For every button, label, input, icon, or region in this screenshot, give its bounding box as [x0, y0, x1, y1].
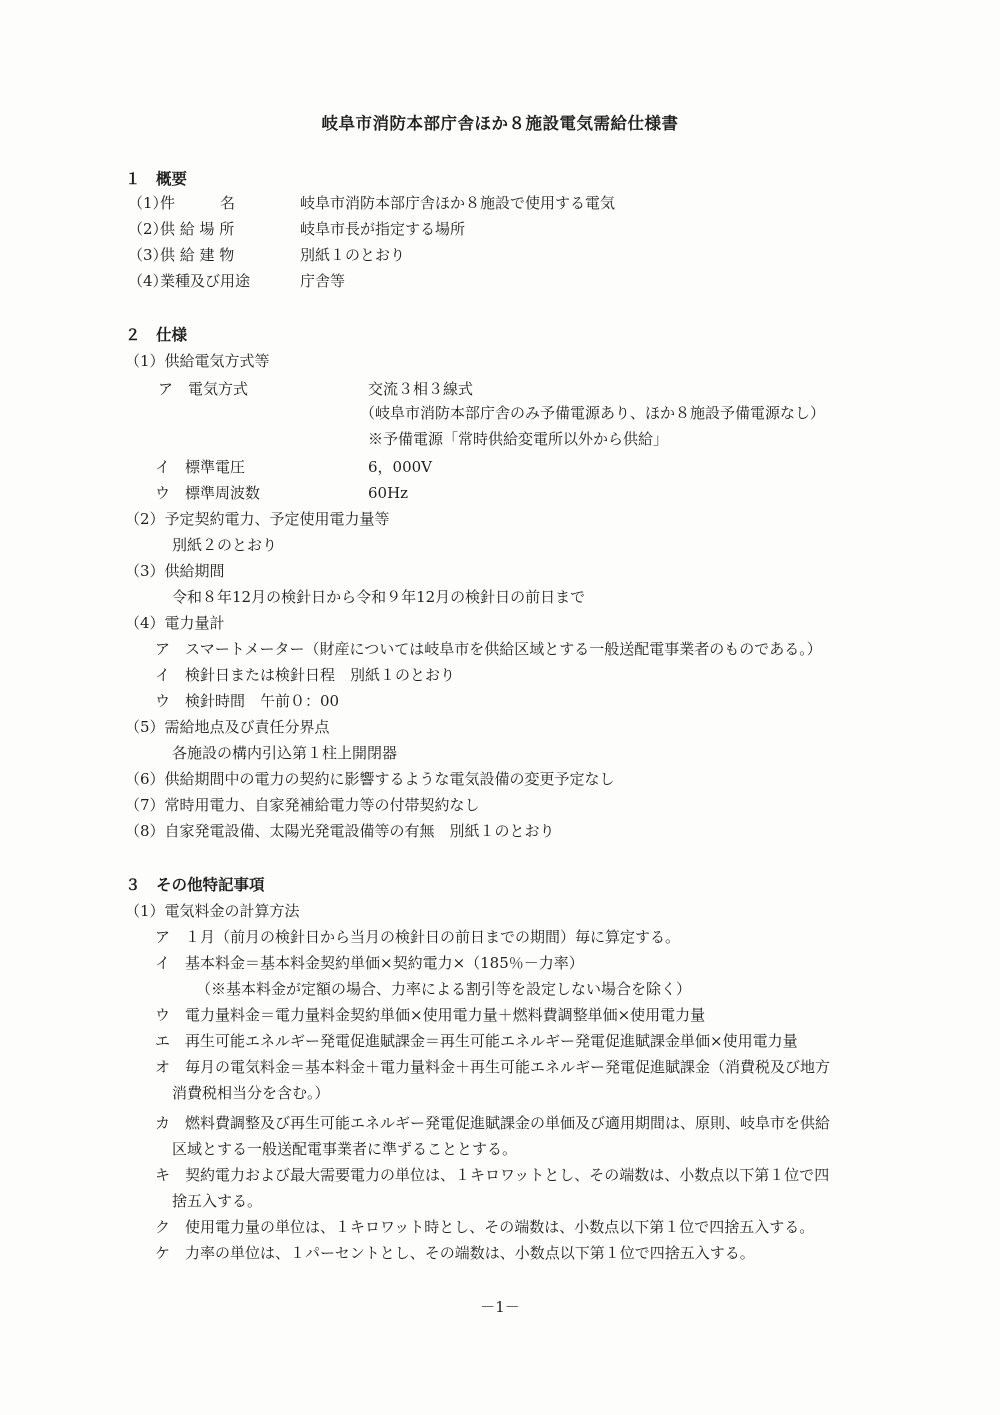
notes-sub-item-cont: 捨五入する。	[172, 1192, 263, 1210]
overview-item-label: 件 名	[160, 194, 236, 212]
spec-item-title: （5）需給地点及び責任分界点	[125, 718, 330, 736]
spec-item-body: 各施設の構内引込第１柱上開閉器	[172, 744, 398, 762]
notes-sub-item: エ 再生可能エネルギー発電促進賦課金＝再生可能エネルギー発電促進賦課金単価×使用電力量	[155, 1032, 798, 1050]
notes-sub-item-cont: 消費税相当分を含む。）	[172, 1084, 330, 1102]
notes-sub-item: キ 契約電力および最大需要電力の単位は、１キロワットとし、その端数は、小数点以下第１位で四	[155, 1166, 830, 1184]
notes-sub-item: イ 基本料金＝基本料金契約単価×契約電力×（185％－力率）	[155, 954, 584, 972]
notes-item-title: （1）電気料金の計算方法	[125, 902, 300, 920]
spec-sub-label: ア 電気方式	[158, 380, 249, 398]
spec-item-title: （4）電力量計	[125, 614, 225, 632]
spec-sub-item: ア スマートメーター（財産については岐阜市を供給区域とする一般送配電事業者のものである。）	[155, 640, 822, 658]
overview-item-num: （2）	[128, 220, 168, 238]
notes-sub-item-cont: 区域とする一般送配電事業者に準ずることとする。	[172, 1140, 518, 1158]
spec-note: （岐阜市消防本部庁舎のみ予備電源あり、ほか８施設予備電源なし）	[360, 404, 826, 422]
notes-sub-item: カ 燃料費調整及び再生可能エネルギー発電促進賦課金の単価及び適用期間は、原則、岐阜市を供給	[155, 1114, 831, 1132]
spec-note: ※予備電源「常時供給変電所以外から供給」	[368, 430, 669, 448]
overview-item-label: 供 給 場 所	[160, 220, 235, 238]
spec-item-body: 令和８年12月の検針日から令和９年12月の検針日の前日まで	[172, 588, 586, 606]
notes-sub-item: ア １月（前月の検針日から当月の検針日の前日までの期間）毎に算定する。	[155, 928, 681, 946]
notes-sub-item: ケ 力率の単位は、１パーセントとし、その端数は、小数点以下第１位で四捨五入する。	[155, 1244, 755, 1262]
spec-item-title: （2）予定契約電力、予定使用電力量等	[125, 510, 390, 528]
notes-sub-note: （※基本料金が定額の場合、力率による割引等を設定しない場合を除く）	[196, 980, 692, 998]
spec-item-title: （8）自家発電設備、太陽光発電設備等の有無 別紙１のとおり	[125, 822, 555, 840]
notes-sub-item: ク 使用電力量の単位は、１キロワット時とし、その端数は、小数点以下第１位で四捨五入する。	[155, 1218, 815, 1236]
page-number: －1－	[480, 1298, 520, 1316]
spec-sub-value: 交流３相３線式	[368, 380, 474, 398]
section-2-heading: ２ 仕様	[125, 325, 188, 344]
spec-sub-item: ウ 検針時間 午前０：00	[155, 692, 340, 710]
spec-item-title: （7）常時用電力、自家発補給電力等の付帯契約なし	[125, 796, 480, 814]
notes-sub-item: オ 毎月の電気料金＝基本料金＋電力量料金＋再生可能エネルギー発電促進賦課金（消費税及び地方	[155, 1058, 831, 1076]
spec-sub-label: イ 標準電圧	[155, 458, 246, 476]
overview-item-value: 庁舎等	[300, 272, 346, 290]
spec-sub-value: 6，000V	[368, 458, 433, 476]
spec-item-title: （1）供給電気方式等	[125, 352, 270, 370]
overview-item-value: 岐阜市消防本部庁舎ほか８施設で使用する電気	[300, 194, 616, 212]
spec-item-title: （3）供給期間	[125, 562, 225, 580]
spec-sub-value: 60Hz	[368, 484, 409, 502]
overview-item-num: （3）	[128, 246, 168, 264]
section-1-heading: １ 概要	[125, 169, 188, 188]
overview-item-label: 業種及び用途	[160, 272, 251, 290]
overview-item-label: 供 給 建 物	[160, 246, 235, 264]
overview-item-value: 別紙１のとおり	[300, 246, 406, 264]
section-3-heading: ３ その他特記事項	[125, 875, 265, 894]
overview-item-num: （4）	[128, 272, 168, 290]
notes-sub-item: ウ 電力量料金＝電力量料金契約単価×使用電力量＋燃料費調整単価×使用電力量	[155, 1006, 706, 1024]
document-title: 岐阜市消防本部庁舎ほか８施設電気需給仕様書	[321, 114, 679, 133]
overview-item-value: 岐阜市長が指定する場所	[300, 220, 466, 238]
spec-sub-item: イ 検針日または検針日程 別紙１のとおり	[155, 666, 456, 684]
spec-item-title: （6）供給期間中の電力の契約に影響するような電気設備の変更予定なし	[125, 770, 615, 788]
overview-item-num: （1）	[128, 194, 168, 212]
spec-sub-label: ウ 標準周波数	[155, 484, 261, 502]
spec-item-body: 別紙２のとおり	[172, 536, 278, 554]
